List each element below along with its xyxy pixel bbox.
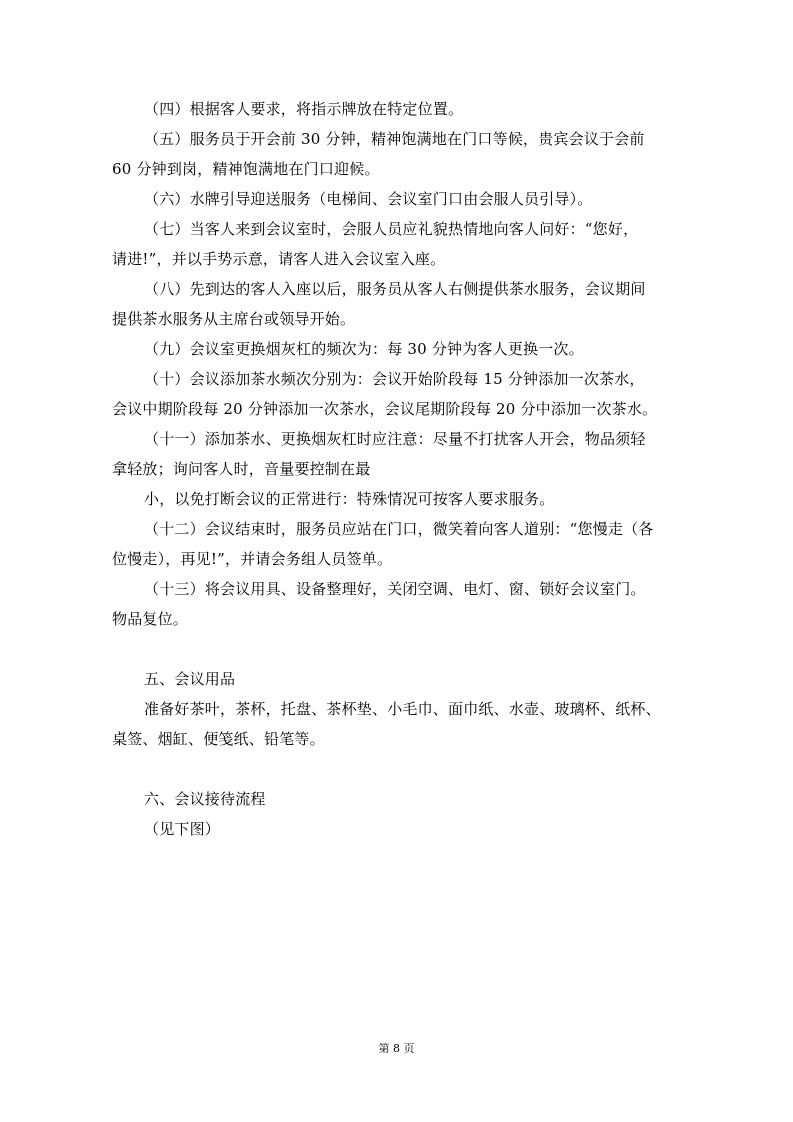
paragraph-5-line-2: 60 分钟到岗，精神饱满地在门口迎候。 [112, 160, 380, 178]
paragraph-13-line-2: 物品复位。 [112, 610, 189, 628]
section-6-heading: 六、会议接待流程 [144, 790, 266, 808]
paragraph-12-line-1: （十二）会议结束时，服务员应站在门口，微笑着向客人道别：“您慢走（各 [144, 520, 654, 538]
paragraph-11-line-2: 拿轻放；询问客人时，音量要控制在最 [112, 460, 371, 478]
section-5-heading: 五、会议用品 [144, 670, 236, 688]
paragraph-7-line-2: 请进!”，并以手势示意，请客人进入会议室入座。 [112, 250, 446, 268]
paragraph-8-line-1: （八）先到达的客人入座以后，服务员从客人右侧提供茶水服务，会议期间 [144, 280, 646, 298]
paragraph-11-line-1: （十一）添加茶水、更换烟灰杠时应注意：尽量不打扰客人开会，物品须轻 [144, 430, 646, 448]
paragraph-9: （九）会议室更换烟灰杠的频次为：每 30 分钟为客人更换一次。 [144, 340, 584, 358]
paragraph-10-line-1: （十）会议添加茶水频次分别为：会议开始阶段每 15 分钟添加一次茶水， [144, 370, 645, 388]
section-6-text: （见下图） [144, 820, 221, 838]
section-gap [112, 634, 682, 664]
section-5-text-line-2: 桌签、烟缸、便笺纸、铅笔等。 [112, 730, 325, 748]
paragraph-7-line-1: （七）当客人来到会议室时，会服人员应礼貌热情地向客人问好：“您好， [144, 220, 639, 238]
section-gap [112, 754, 682, 784]
section-5-text-line-1: 准备好茶叶，茶杯，托盘、茶杯垫、小毛巾、面巾纸、水壶、玻璃杯、纸杯、 [144, 700, 661, 718]
paragraph-8-line-2: 提供茶水服务从主席台或领导开始。 [112, 310, 356, 328]
paragraph-12-line-2: 位慢走），再见!”，并请会务组人员签单。 [112, 550, 393, 568]
paragraph-5-line-1: （五）服务员于开会前 30 分钟，精神饱满地在门口等候，贵宾会议于会前 [144, 130, 645, 148]
paragraph-13-line-1: （十三）将会议用具、设备整理好，关闭空调、电灯、窗、锁好会议室门。 [144, 580, 646, 598]
page-content [112, 94, 682, 844]
paragraph-11-line-3: 小，以免打断会议的正常进行：特殊情况可按客人要求服务。 [144, 490, 555, 508]
paragraph-6: （六）水牌引导迎送服务（电梯间、会议室门口由会服人员引导）。 [144, 190, 593, 208]
paragraph-4: （四）根据客人要求，将指示牌放在特定位置。 [144, 100, 464, 118]
paragraph-10-line-2: 会议中期阶段每 20 分钟添加一次茶水，会议尾期阶段每 20 分中添加一次茶水。 [112, 400, 658, 418]
page-number-footer: 第 8 页 [378, 1042, 415, 1055]
